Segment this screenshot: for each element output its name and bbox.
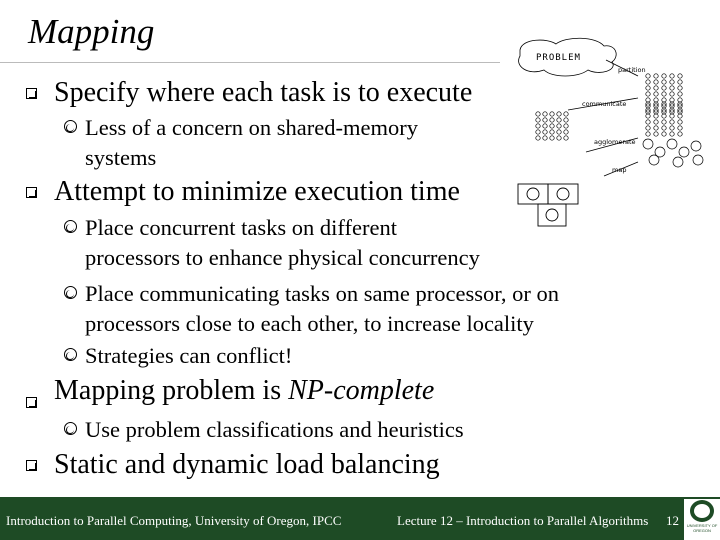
circle-bullet-icon	[64, 348, 77, 361]
footer-bar	[0, 497, 720, 540]
task-node	[654, 120, 658, 124]
task-node	[550, 136, 554, 140]
task-node	[557, 118, 561, 122]
task-node	[662, 132, 666, 136]
task-node	[543, 112, 547, 116]
task-node	[646, 80, 650, 84]
task-node	[543, 136, 547, 140]
task-node	[654, 80, 658, 84]
task-node	[678, 120, 682, 124]
task-node	[691, 141, 701, 151]
task-node	[557, 124, 561, 128]
task-node	[564, 124, 568, 128]
bullet-2-sub-2	[85, 279, 559, 339]
task-node	[646, 86, 650, 90]
task-node	[557, 136, 561, 140]
task-node	[536, 112, 540, 116]
sub-line: systems	[85, 145, 157, 170]
bullet-2-text: Attempt to minimize execution time	[54, 176, 460, 207]
arrow-label-agglomerate: agglomerate	[594, 138, 636, 146]
task-node	[678, 80, 682, 84]
bullet-1-sub-1	[85, 113, 418, 173]
square-bullet-icon	[26, 460, 37, 471]
circle-bullet-icon	[64, 286, 77, 299]
bullet-4-text: Static and dynamic load balancing	[54, 449, 440, 480]
task-node	[654, 132, 658, 136]
task-node	[654, 92, 658, 96]
task-node	[662, 120, 666, 124]
sub-line: Place concurrent tasks on different	[85, 215, 397, 240]
task-node	[557, 112, 561, 116]
task-node	[564, 112, 568, 116]
slide-title: Mapping	[28, 12, 155, 51]
task-node	[536, 124, 540, 128]
bullet-2-sub-1	[85, 213, 480, 273]
task-node	[654, 74, 658, 78]
task-node	[536, 130, 540, 134]
task-node	[678, 74, 682, 78]
task-node	[670, 120, 674, 124]
task-node	[654, 86, 658, 90]
task-node	[662, 92, 666, 96]
task-node	[550, 130, 554, 134]
task-node	[646, 74, 650, 78]
pcam-diagram	[508, 36, 720, 236]
footer-lecture: Lecture 12 – Introduction to Parallel Algorithms	[397, 513, 649, 528]
task-node	[678, 92, 682, 96]
task-node	[670, 126, 674, 130]
task-node	[564, 136, 568, 140]
circle-bullet-icon	[64, 422, 77, 435]
task-node	[670, 92, 674, 96]
task-node	[678, 132, 682, 136]
task-node	[543, 118, 547, 122]
task-node	[667, 139, 677, 149]
arrow-label-map: map	[612, 166, 627, 174]
task-node	[670, 80, 674, 84]
task-node	[543, 124, 547, 128]
bullet-1-text: Specify where each task is to execute	[54, 77, 473, 108]
task-node	[678, 126, 682, 130]
square-bullet-icon	[26, 88, 37, 99]
sub-line: Less of a concern on shared-memory	[85, 115, 418, 140]
circle-bullet-icon	[64, 220, 77, 233]
bullet-3-text	[54, 377, 434, 405]
logo-o-icon	[690, 500, 714, 522]
task-node	[646, 92, 650, 96]
task-node	[678, 86, 682, 90]
agglomerated-task-clusters	[643, 139, 703, 167]
arrow-label-partition: partition	[618, 66, 646, 74]
sub-line: Strategies can conflict!	[85, 343, 293, 368]
task-node	[550, 124, 554, 128]
bullet-3-prefix: Mapping problem is	[54, 375, 289, 406]
sub-line: processors to enhance physical concurrency	[85, 245, 480, 270]
page-number: 12	[666, 513, 679, 528]
task-node	[550, 112, 554, 116]
sub-line: Place communicating tasks on same processor, or on	[85, 281, 559, 306]
bullet-2-sub-3	[85, 341, 292, 371]
task-node	[536, 118, 540, 122]
task-node	[564, 118, 568, 122]
footer-course: Introduction to Parallel Computing, University of Oregon, IPCC	[6, 513, 342, 528]
circle-bullet-icon	[64, 120, 77, 133]
task-node	[662, 80, 666, 84]
task-node	[662, 126, 666, 130]
task-node	[646, 120, 650, 124]
bullet-3-emphasis: NP-complete	[288, 375, 435, 406]
task-node	[543, 130, 547, 134]
square-bullet-icon	[26, 187, 37, 198]
task-node	[646, 132, 650, 136]
task-node	[643, 139, 653, 149]
task-node	[662, 86, 666, 90]
task-node	[693, 155, 703, 165]
sub-line: Use problem classifications and heuristics	[85, 417, 464, 442]
task-node	[564, 130, 568, 134]
task-node	[646, 126, 650, 130]
task-node	[662, 74, 666, 78]
task-node	[670, 74, 674, 78]
task-node	[550, 118, 554, 122]
logo-text: UNIVERSITY OF OREGON	[686, 523, 718, 533]
task-node	[670, 132, 674, 136]
cloud-label: PROBLEM	[536, 53, 581, 63]
processor-map	[518, 184, 578, 226]
title-rule	[0, 62, 500, 63]
task-node	[649, 155, 659, 165]
task-node	[536, 136, 540, 140]
sub-line: processors close to each other, to increase locality	[85, 311, 534, 336]
arrow-label-communicate: communicate	[582, 100, 627, 108]
task-node	[673, 157, 683, 167]
task-node	[670, 86, 674, 90]
square-bullet-icon	[26, 397, 37, 408]
task-node	[679, 147, 689, 157]
task-node	[557, 130, 561, 134]
university-logo	[684, 499, 720, 540]
task-node	[654, 126, 658, 130]
bullet-3-sub-1	[85, 415, 464, 445]
